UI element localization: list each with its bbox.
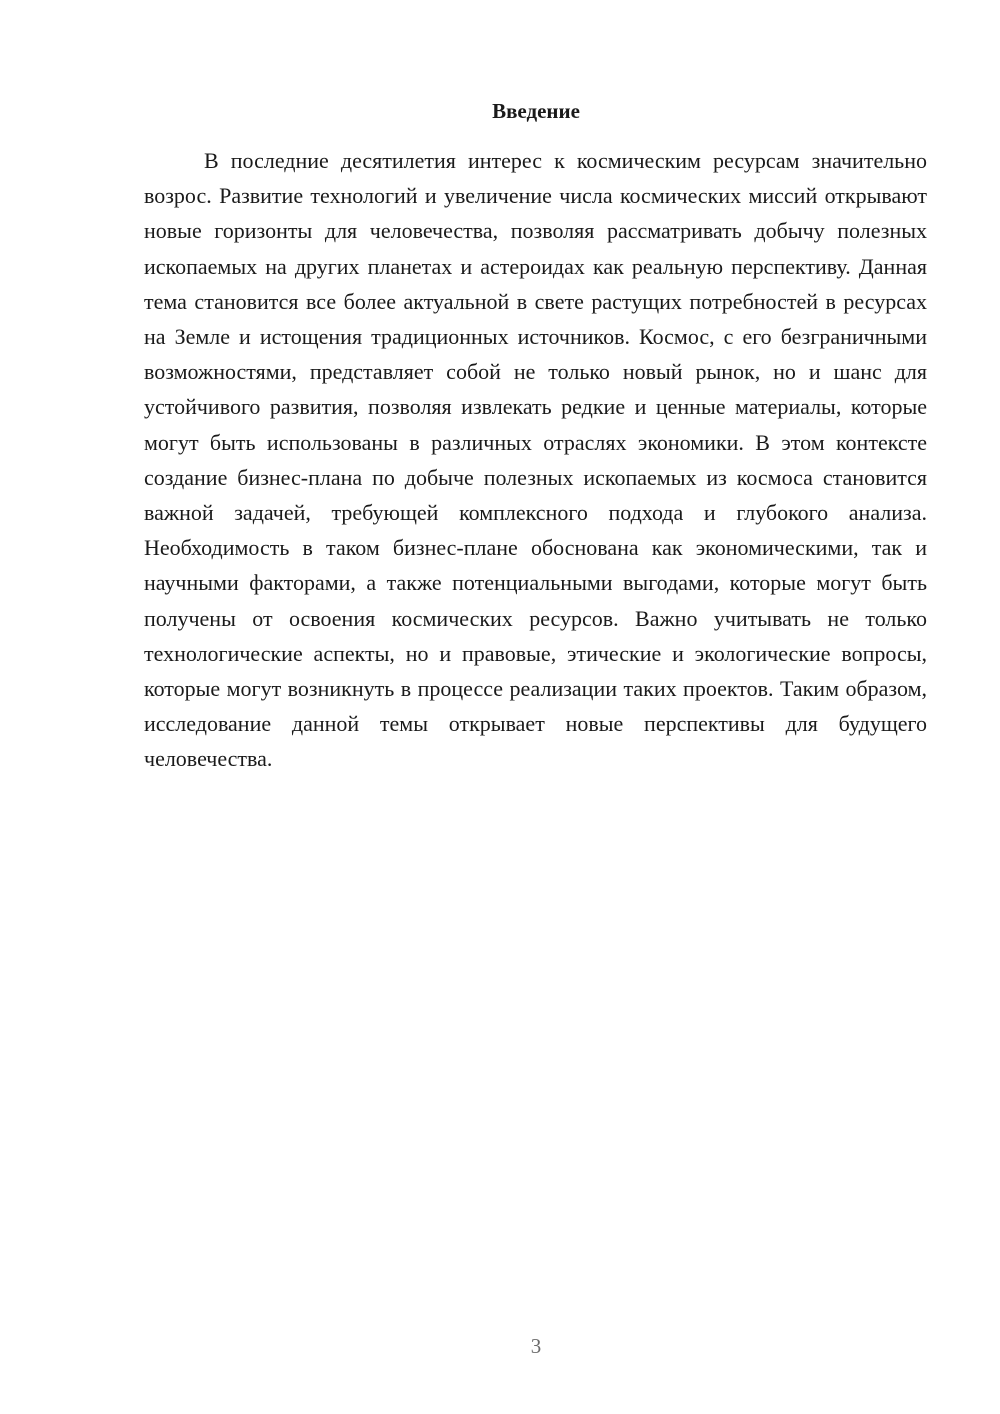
section-heading: Введение [492, 99, 580, 123]
introduction-paragraph: В последние десятилетия интерес к космическим ресурсам значительно возрос. Развитие технологий и увеличение числа космических миссий открывают новые горизонты для человечества, позволяя рассматривать добычу полезных ископаемых на других планетах и астероидах как реальную перспективу. Данная тема становится все более актуальной в свете растущих потребностей в ресурсах на Земле и истощения традиционных источников. Космос, с его безграничными возможностями, представляет собой не только новый рынок, но и шанс для устойчивого развития, позволяя извлекать редкие и ценные материалы, которые могут быть использованы в различных отраслях экономики. В этом контексте создание бизнес-плана по добыче полезных ископаемых из космоса становится важной задачей, требующей комплексного подхода и глубокого анализа. Необходимость в таком бизнес-плане обоснована как экономическими, так и научными факторами, а также потенциальными выгодами, которые могут быть получены от освоения космических ресурсов. Важно учитывать не только технологические аспекты, но и правовые, этические и экологические вопросы, которые могут возникнуть в процессе реализации таких проектов. Таким образом, исследование данной темы открывает новые перспективы для будущего человечества. [144, 148, 927, 772]
page-number: 3 [530, 1334, 542, 1358]
